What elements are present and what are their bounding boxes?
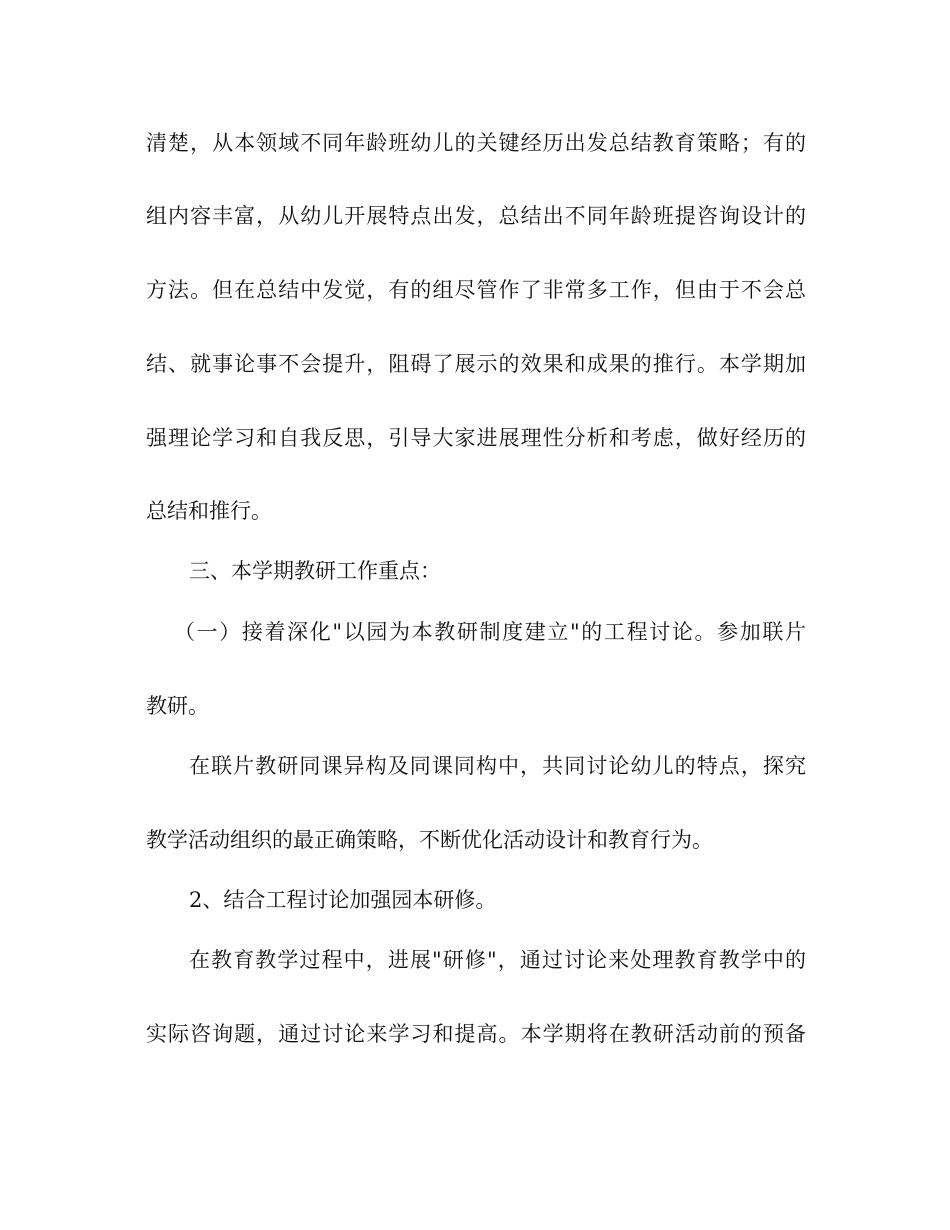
paragraph-line: 清楚，从本领域不同年龄班幼儿的关键经历出发总结教育策略；有的 xyxy=(146,131,806,155)
paragraph-line: 在教育教学过程中，进展"研修"，通过讨论来处理教育教学中的 xyxy=(189,948,806,972)
paragraph-line: 强理论学习和自我反思，引导大家进展理性分析和考虑，做好经历的 xyxy=(146,426,806,450)
paragraph-line: 组内容丰富，从幼儿开展特点出发，总结出不同年龄班提咨询设计的 xyxy=(146,204,806,228)
subsection-heading: 2、结合工程讨论加强园本研修。 xyxy=(189,888,497,912)
paragraph-line: 实际咨询题，通过讨论来学习和提高。本学期将在教研活动前的预备 xyxy=(146,1022,806,1046)
paragraph-line: 结、就事论事不会提升，阻碍了展示的效果和成果的推行。本学期加 xyxy=(146,352,806,376)
section-heading: 三、本学期教研工作重点： xyxy=(189,559,441,583)
paragraph-line: 教学活动组织的最正确策略，不断优化活动设计和教育行为。 xyxy=(146,828,713,852)
paragraph-line: 方法。但在总结中发觉，有的组尽管作了非常多工作，但由于不会总 xyxy=(146,278,806,302)
paragraph-line: 在联片教研同课异构及同课同构中，共同讨论幼儿的特点，探究 xyxy=(189,754,806,778)
paragraph-line: 总结和推行。 xyxy=(146,499,272,523)
paragraph-line: 教研。 xyxy=(146,694,209,718)
subsection-heading: （一）接着深化"以园为本教研制度建立"的工程讨论。参加联片 xyxy=(174,620,806,644)
